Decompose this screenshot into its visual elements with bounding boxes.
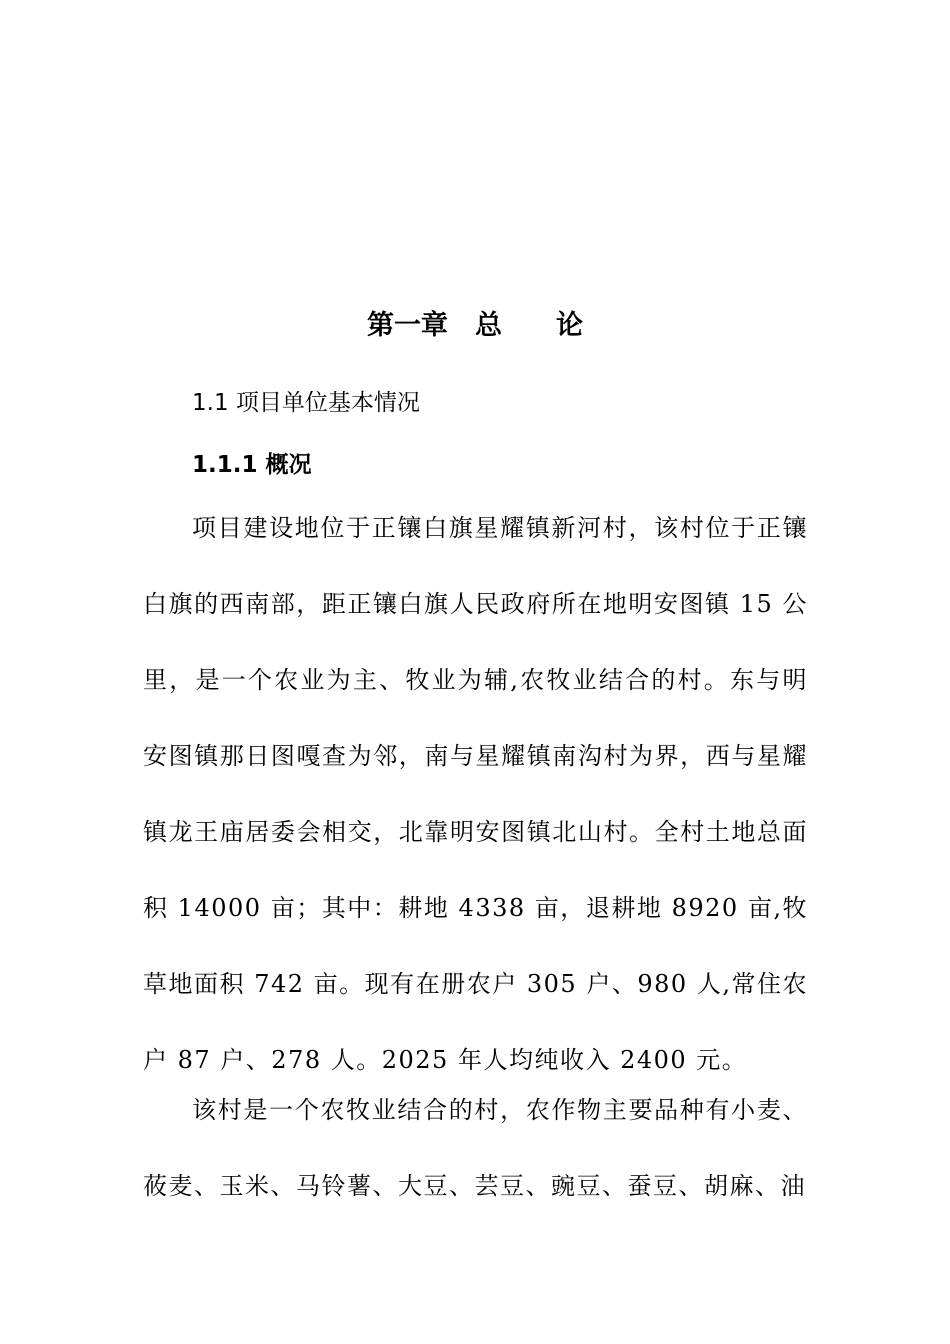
body-paragraph: 该村是一个农牧业结合的村，农作物主要品种有小麦、莜麦、玉米、马铃薯、大豆、芸豆、豌豆、蚕豆、胡麻、油 bbox=[143, 1096, 808, 1200]
section-heading: 1.1 项目单位基本情况 bbox=[192, 390, 420, 416]
body-paragraph: 项目建设地位于正镶白旗星耀镇新河村，该村位于正镶白旗的西南部，距正镶白旗人民政府所在地明安图镇 15 公里，是一个农业为主、牧业为辅,农牧业结合的村。东与明安图镇那日图嘎查为邻，南与星耀镇南沟村为界，西与星耀镇龙王庙居委会相交，北靠明安图镇北山村。全村土地总面积 14000 亩；其中：耕地 4338 亩，退耕地 8920 亩,牧草地面积 742 亩。现有在册农户 305 户、980 人,常住农户 87 户、278 人。2025 年人均纯收入 2400 元。 bbox=[143, 514, 808, 1074]
subsection-heading: 1.1.1 概况 bbox=[192, 452, 312, 478]
chapter-title: 第一章 总 论 bbox=[367, 310, 583, 341]
